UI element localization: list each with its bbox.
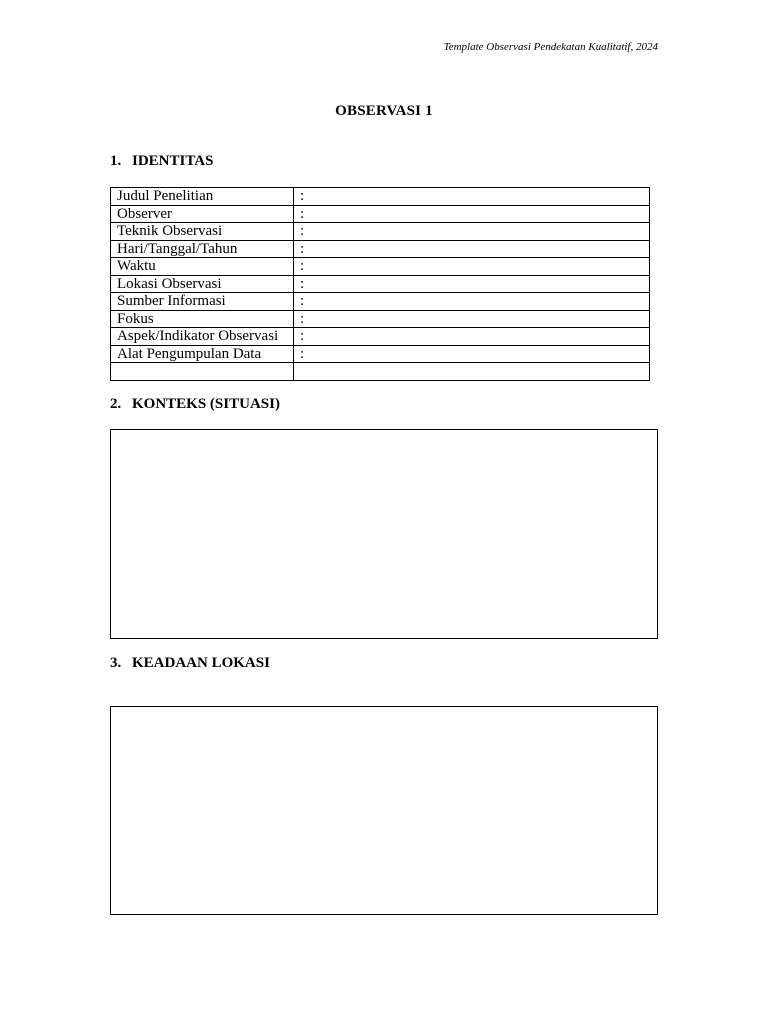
row-label-observer: Observer: [111, 205, 294, 223]
table-row: [111, 188, 650, 206]
section-heading-konteks: [110, 396, 280, 413]
row-value-hari-tanggal-tahun[interactable]: :: [294, 240, 650, 258]
table-row: [111, 223, 650, 241]
row-label-hari-tanggal-tahun: Hari/Tanggal/Tahun: [111, 240, 294, 258]
row-label-aspek-indikator-observasi: Aspek/Indikator Observasi: [111, 328, 294, 346]
section-title: IDENTITAS: [132, 153, 214, 169]
table-row: [111, 293, 650, 311]
table-row-empty: [111, 363, 650, 381]
row-value-lokasi-observasi[interactable]: :: [294, 275, 650, 293]
row-value-sumber-informasi[interactable]: :: [294, 293, 650, 311]
identity-table: [110, 187, 650, 381]
row-value-empty[interactable]: [294, 363, 650, 381]
row-value-aspek-indikator-observasi[interactable]: :: [294, 328, 650, 346]
row-value-observer[interactable]: :: [294, 205, 650, 223]
document-title: OBSERVASI 1: [335, 103, 433, 119]
row-label-empty: [111, 363, 294, 381]
row-label-judul-penelitian: Judul Penelitian: [111, 188, 294, 206]
row-label-fokus: Fokus: [111, 310, 294, 328]
table-row: [111, 328, 650, 346]
row-value-waktu[interactable]: :: [294, 258, 650, 276]
section-number: 1.: [110, 153, 122, 169]
section-title: KONTEKS (SITUASI): [132, 396, 280, 412]
section-title: KEADAAN LOKASI: [132, 655, 270, 671]
row-label-teknik-observasi: Teknik Observasi: [111, 223, 294, 241]
row-label-waktu: Waktu: [111, 258, 294, 276]
row-label-lokasi-observasi: Lokasi Observasi: [111, 275, 294, 293]
section-heading-keadaan-lokasi: [110, 655, 270, 672]
table-row: [111, 275, 650, 293]
row-value-fokus[interactable]: :: [294, 310, 650, 328]
section-number: 2.: [110, 396, 122, 412]
keadaan-lokasi-text-box[interactable]: [110, 706, 658, 915]
row-value-teknik-observasi[interactable]: :: [294, 223, 650, 241]
row-value-alat-pengumpulan-data[interactable]: :: [294, 345, 650, 363]
header-note: Template Observasi Pendekatan Kualitatif, 2024: [443, 41, 658, 53]
table-row: [111, 310, 650, 328]
section-heading-identitas: [110, 153, 213, 170]
table-row: [111, 345, 650, 363]
row-label-sumber-informasi: Sumber Informasi: [111, 293, 294, 311]
row-value-judul-penelitian[interactable]: :: [294, 188, 650, 206]
table-row: [111, 240, 650, 258]
section-number: 3.: [110, 655, 122, 671]
konteks-text-box[interactable]: [110, 429, 658, 639]
table-row: [111, 205, 650, 223]
row-label-alat-pengumpulan-data: Alat Pengumpulan Data: [111, 345, 294, 363]
table-row: [111, 258, 650, 276]
